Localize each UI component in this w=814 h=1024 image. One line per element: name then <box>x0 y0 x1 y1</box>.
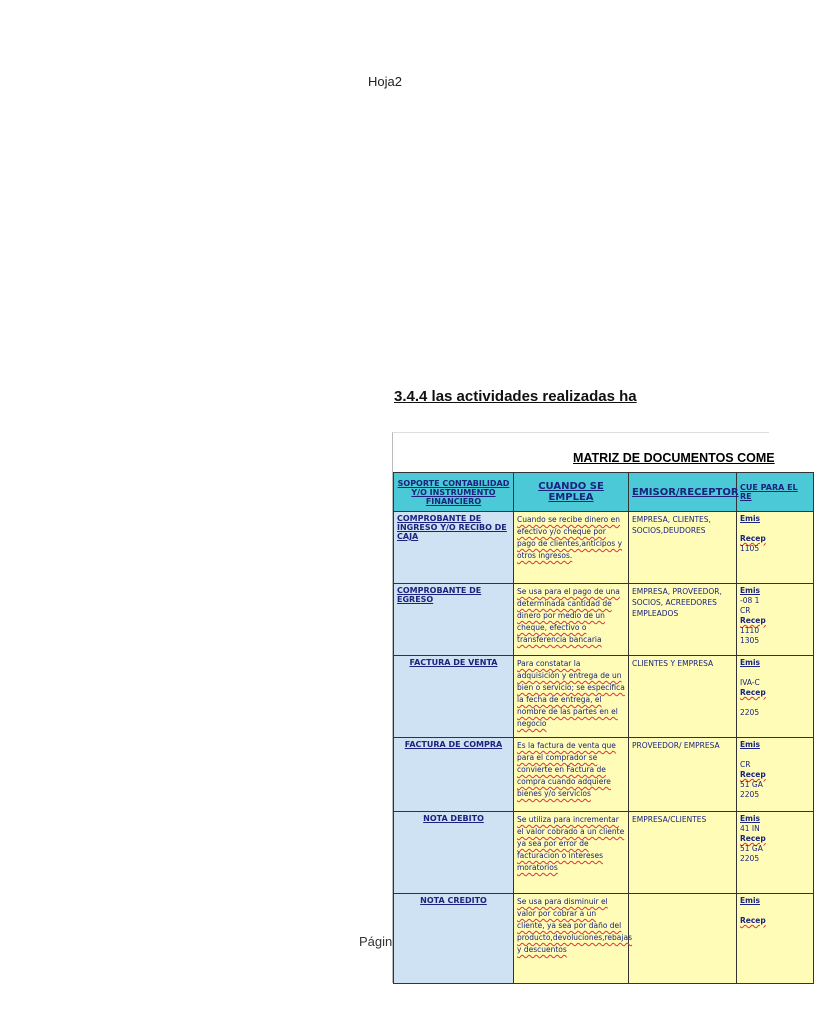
cuenta-line: 41 IN <box>740 824 760 833</box>
cuenta-line: CR <box>740 760 751 769</box>
table-row <box>394 812 814 894</box>
cuenta-line: 51 GA <box>740 780 763 789</box>
cuenta-line: -08 1 <box>740 596 760 605</box>
cuenta-line: 2205 <box>740 708 760 717</box>
cuenta-line <box>740 698 810 708</box>
table-row <box>394 738 814 812</box>
document-matrix <box>392 432 798 983</box>
cell-emisor: CLIENTES Y EMPRESA <box>629 656 737 738</box>
cell-soporte: FACTURA DE VENTA <box>394 656 514 738</box>
cuenta-line: 51 GA <box>740 844 763 853</box>
header-soporte: SOPORTE CONTABILIDAD Y/O INSTRUMENTO FINANCIERO <box>394 473 514 512</box>
cell-soporte: NOTA CREDITO <box>394 894 514 984</box>
matrix-table <box>393 472 814 984</box>
matrix-title: MATRIZ DE DOCUMENTOS COME <box>573 451 775 465</box>
cuenta-line: 1105 <box>740 544 760 553</box>
table-row <box>394 656 814 738</box>
header-cuentas: CUE PARA EL RE <box>737 473 814 512</box>
cuenta-line: Recep <box>740 834 766 843</box>
cell-cuentas <box>737 894 814 984</box>
table-row <box>394 512 814 584</box>
cuenta-line: Emis <box>740 740 760 749</box>
cuenta-line <box>740 906 810 916</box>
header-emisor: EMISOR/RECEPTOR <box>629 473 737 512</box>
cell-cuentas <box>737 584 814 656</box>
cell-soporte: NOTA DEBITO <box>394 812 514 894</box>
cuenta-line <box>740 750 810 760</box>
cell-cuando: Cuando se recibe dinero en efectivo y/o cheque por pago de clientes,anticipos y otros ingresos. <box>514 512 629 584</box>
cell-cuando: Para constatar la adquisición y entrega de un bien o servicio; se especifica la fecha de entrega, el nombre de las partes en el negocio <box>514 656 629 738</box>
cuenta-line: Emis <box>740 586 760 595</box>
cell-soporte: COMPROBANTE DE INGRESO Y/O RECIBO DE CAJA <box>394 512 514 584</box>
cuenta-line: Recep <box>740 616 766 625</box>
cuenta-line <box>740 668 810 678</box>
cuenta-line: Recep <box>740 916 766 925</box>
cuenta-line <box>740 524 810 534</box>
cuenta-line: Emis <box>740 896 760 905</box>
cuenta-line: Emis <box>740 814 760 823</box>
page-footer: Págin <box>359 934 393 949</box>
cell-cuando: Se usa para disminuir el valor por cobrar a un cliente, ya sea por daño del producto,devoluciones,rebajas y descuentos <box>514 894 629 984</box>
cell-emisor <box>629 894 737 984</box>
cell-emisor: EMPRESA, PROVEEDOR, SOCIOS, ACREEDORES EMPLEADOS <box>629 584 737 656</box>
cell-cuando: Se usa para el pago de una determinada cantidad de dinero por medio de un cheque, efectivo o transferencia bancaria <box>514 584 629 656</box>
cell-soporte: COMPROBANTE DE EGRESO <box>394 584 514 656</box>
cell-cuentas <box>737 512 814 584</box>
cell-emisor: PROVEEDOR/ EMPRESA <box>629 738 737 812</box>
cell-emisor: EMPRESA, CLIENTES, SOCIOS,DEUDORES <box>629 512 737 584</box>
cuenta-line: Emis <box>740 514 760 523</box>
cuenta-line: Recep <box>740 688 766 697</box>
cell-cuentas <box>737 738 814 812</box>
section-heading: 3.4.4 las actividades realizadas ha <box>394 388 637 405</box>
cuenta-line: Recep <box>740 770 766 779</box>
table-header-row <box>394 473 814 512</box>
cell-emisor: EMPRESA/CLIENTES <box>629 812 737 894</box>
header-cuando: CUANDO SE EMPLEA <box>514 473 629 512</box>
cell-cuando: Es la factura de venta que para el comprador se convierte en Factura de compra cuando adquiere bienes y/o servicios <box>514 738 629 812</box>
cuenta-line: 1110 <box>740 626 760 635</box>
cuenta-line: IVA-C <box>740 678 760 687</box>
sheet-label: Hoja2 <box>368 74 402 89</box>
cuenta-line: 2205 <box>740 790 760 799</box>
cuenta-line: Emis <box>740 658 760 667</box>
cuenta-line: CR <box>740 606 751 615</box>
cuenta-line: 1305 <box>740 636 760 645</box>
cuenta-line: Recep <box>740 534 766 543</box>
table-row <box>394 894 814 984</box>
cell-cuando: Se utiliza para incrementar el valor cobrado a un cliente ya sea por error de facturacion o intereses moratorios <box>514 812 629 894</box>
cell-soporte: FACTURA DE COMPRA <box>394 738 514 812</box>
cuenta-line: 2205 <box>740 854 760 863</box>
table-row <box>394 584 814 656</box>
cell-cuentas <box>737 812 814 894</box>
cell-cuentas <box>737 656 814 738</box>
